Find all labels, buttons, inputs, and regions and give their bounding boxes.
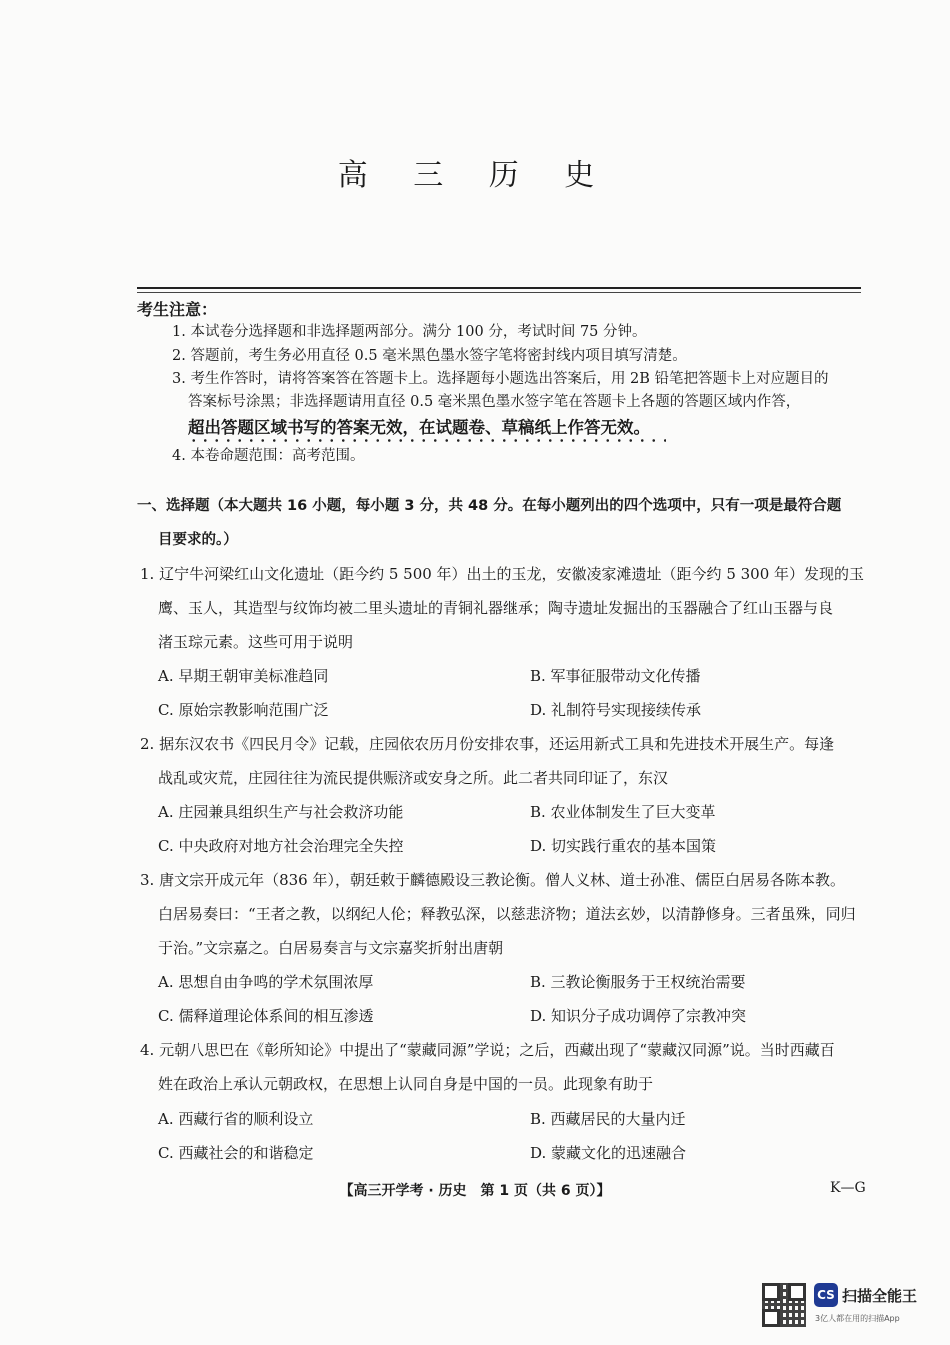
- question-2-line-2: 战乱或灾荒，庄园往往为流民提供赈济或安身之所。此二者共同印证了，东汉: [158, 769, 669, 787]
- header-rule-thin: [137, 292, 861, 293]
- question-2-line-1: 2. 据东汉农书《四民月令》记载，庄园依农历月份安排农事，还运用新式工具和先进技术开展生产。每逢: [140, 735, 835, 753]
- question-2-option-c: C. 中央政府对地方社会治理完全失控: [158, 837, 404, 855]
- question-3-option-d: D. 知识分子成功调停了宗教冲突: [530, 1007, 747, 1025]
- qr-finder-icon: [762, 1283, 780, 1301]
- question-4-option-a: A. 西藏行省的顺利设立: [158, 1110, 314, 1128]
- question-4-option-d: D. 蒙藏文化的迅速融合: [530, 1144, 687, 1162]
- page-footer: 【高三开学考 · 历史 第 1 页（共 6 页）】: [339, 1183, 611, 1199]
- question-1-option-a: A. 早期王朝审美标准趋同: [158, 667, 329, 685]
- qr-finder-icon: [762, 1309, 780, 1327]
- question-1-option-d: D. 礼制符号实现接续传承: [530, 701, 702, 719]
- question-4-option-c: C. 西藏社会的和谐稳定: [158, 1144, 314, 1162]
- notice-item-1: 1. 本试卷分选择题和非选择题两部分。满分 100 分，考试时间 75 分钟。: [172, 324, 647, 340]
- question-2-option-d: D. 切实践行重农的基本国策: [530, 837, 717, 855]
- notice-item-3-cont: 答案标号涂黑；非选择题请用直径 0.5 毫米黑色墨水签字笔在答题卡上各题的答题区域内作答，: [188, 394, 801, 410]
- qr-code-icon: [762, 1283, 806, 1327]
- emphasis-dots: [188, 439, 666, 442]
- question-3-line-2: 白居易奏曰：“王者之教，以纲纪人伦；释教弘深，以慈悲济物；道法玄妙，以清静修身。三者虽殊，同归: [158, 905, 856, 923]
- question-4-option-b: B. 西藏居民的大量内迁: [530, 1110, 686, 1128]
- notice-item-3: 3. 考生作答时，请将答案答在答题卡上。选择题每小题选出答案后，用 2B 铅笔把答题卡上对应题目的: [172, 371, 829, 387]
- page-title: 高 三 历 史: [337, 158, 613, 193]
- paper-code: K—G: [830, 1180, 866, 1196]
- question-3-line-3: 于治。”文宗嘉之。白居易奏言与文宗嘉奖折射出唐朝: [158, 939, 504, 957]
- question-1-option-b: B. 军事征服带动文化传播: [530, 667, 701, 685]
- notice-item-2: 2. 答题前，考生务必用直径 0.5 毫米黑色墨水签字笔将密封线内项目填写清楚。: [172, 348, 687, 364]
- scanner-app-name: 扫描全能王: [842, 1287, 918, 1305]
- question-3-option-c: C. 儒释道理论体系间的相互渗透: [158, 1007, 374, 1025]
- question-1-line-1: 1. 辽宁牛河梁红山文化遗址（距今约 5 500 年）出土的玉龙，安徽凌家滩遗址（距今约 5 300 年）发现的玉: [140, 565, 865, 583]
- question-4-line-2: 姓在政治上承认元朝政权，在思想上认同自身是中国的一员。此现象有助于: [158, 1075, 654, 1093]
- question-3-line-1: 3. 唐文宗开成元年（836 年），朝廷敕于麟德殿设三教论衡。僧人义林、道士孙准、儒臣白居易各陈本教。: [140, 871, 845, 889]
- question-3-option-b: B. 三教论衡服务于王权统治需要: [530, 973, 746, 991]
- question-1-line-2: 鹰、玉人，其造型与纹饰均被二里头遗址的青铜礼器继承；陶寺遗址发掘出的玉器融合了红山玉器与良: [158, 599, 834, 617]
- qr-finder-icon: [788, 1283, 806, 1301]
- header-rule: [137, 287, 861, 289]
- section-heading: 一、选择题（本大题共 16 小题，每小题 3 分，共 48 分。在每小题列出的四个选项中，只有一项是最符合题: [137, 498, 842, 514]
- question-3-option-a: A. 思想自由争鸣的学术氛围浓厚: [158, 973, 374, 991]
- camscanner-logo-icon: CS: [814, 1283, 838, 1307]
- question-4-line-1: 4. 元朝八思巴在《彰所知论》中提出了“蒙藏同源”学说；之后，西藏出现了“蒙藏汉同源”说。当时西藏百: [140, 1041, 835, 1059]
- question-2-option-b: B. 农业体制发生了巨大变革: [530, 803, 716, 821]
- notice-heading: 考生注意：: [137, 300, 218, 319]
- question-1-line-3: 渚玉琮元素。这些可用于说明: [158, 633, 354, 651]
- scanner-tagline: 3亿人都在用的扫描App: [815, 1314, 900, 1323]
- question-2-option-a: A. 庄园兼具组织生产与社会救济功能: [158, 803, 404, 821]
- notice-item-4: 4. 本卷命题范围：高考范围。: [172, 448, 365, 464]
- section-heading-cont: 目要求的。）: [158, 532, 238, 548]
- question-1-option-c: C. 原始宗教影响范围广泛: [158, 701, 329, 719]
- notice-emphasis: 超出答题区域书写的答案无效，在试题卷、草稿纸上作答无效。: [188, 418, 650, 437]
